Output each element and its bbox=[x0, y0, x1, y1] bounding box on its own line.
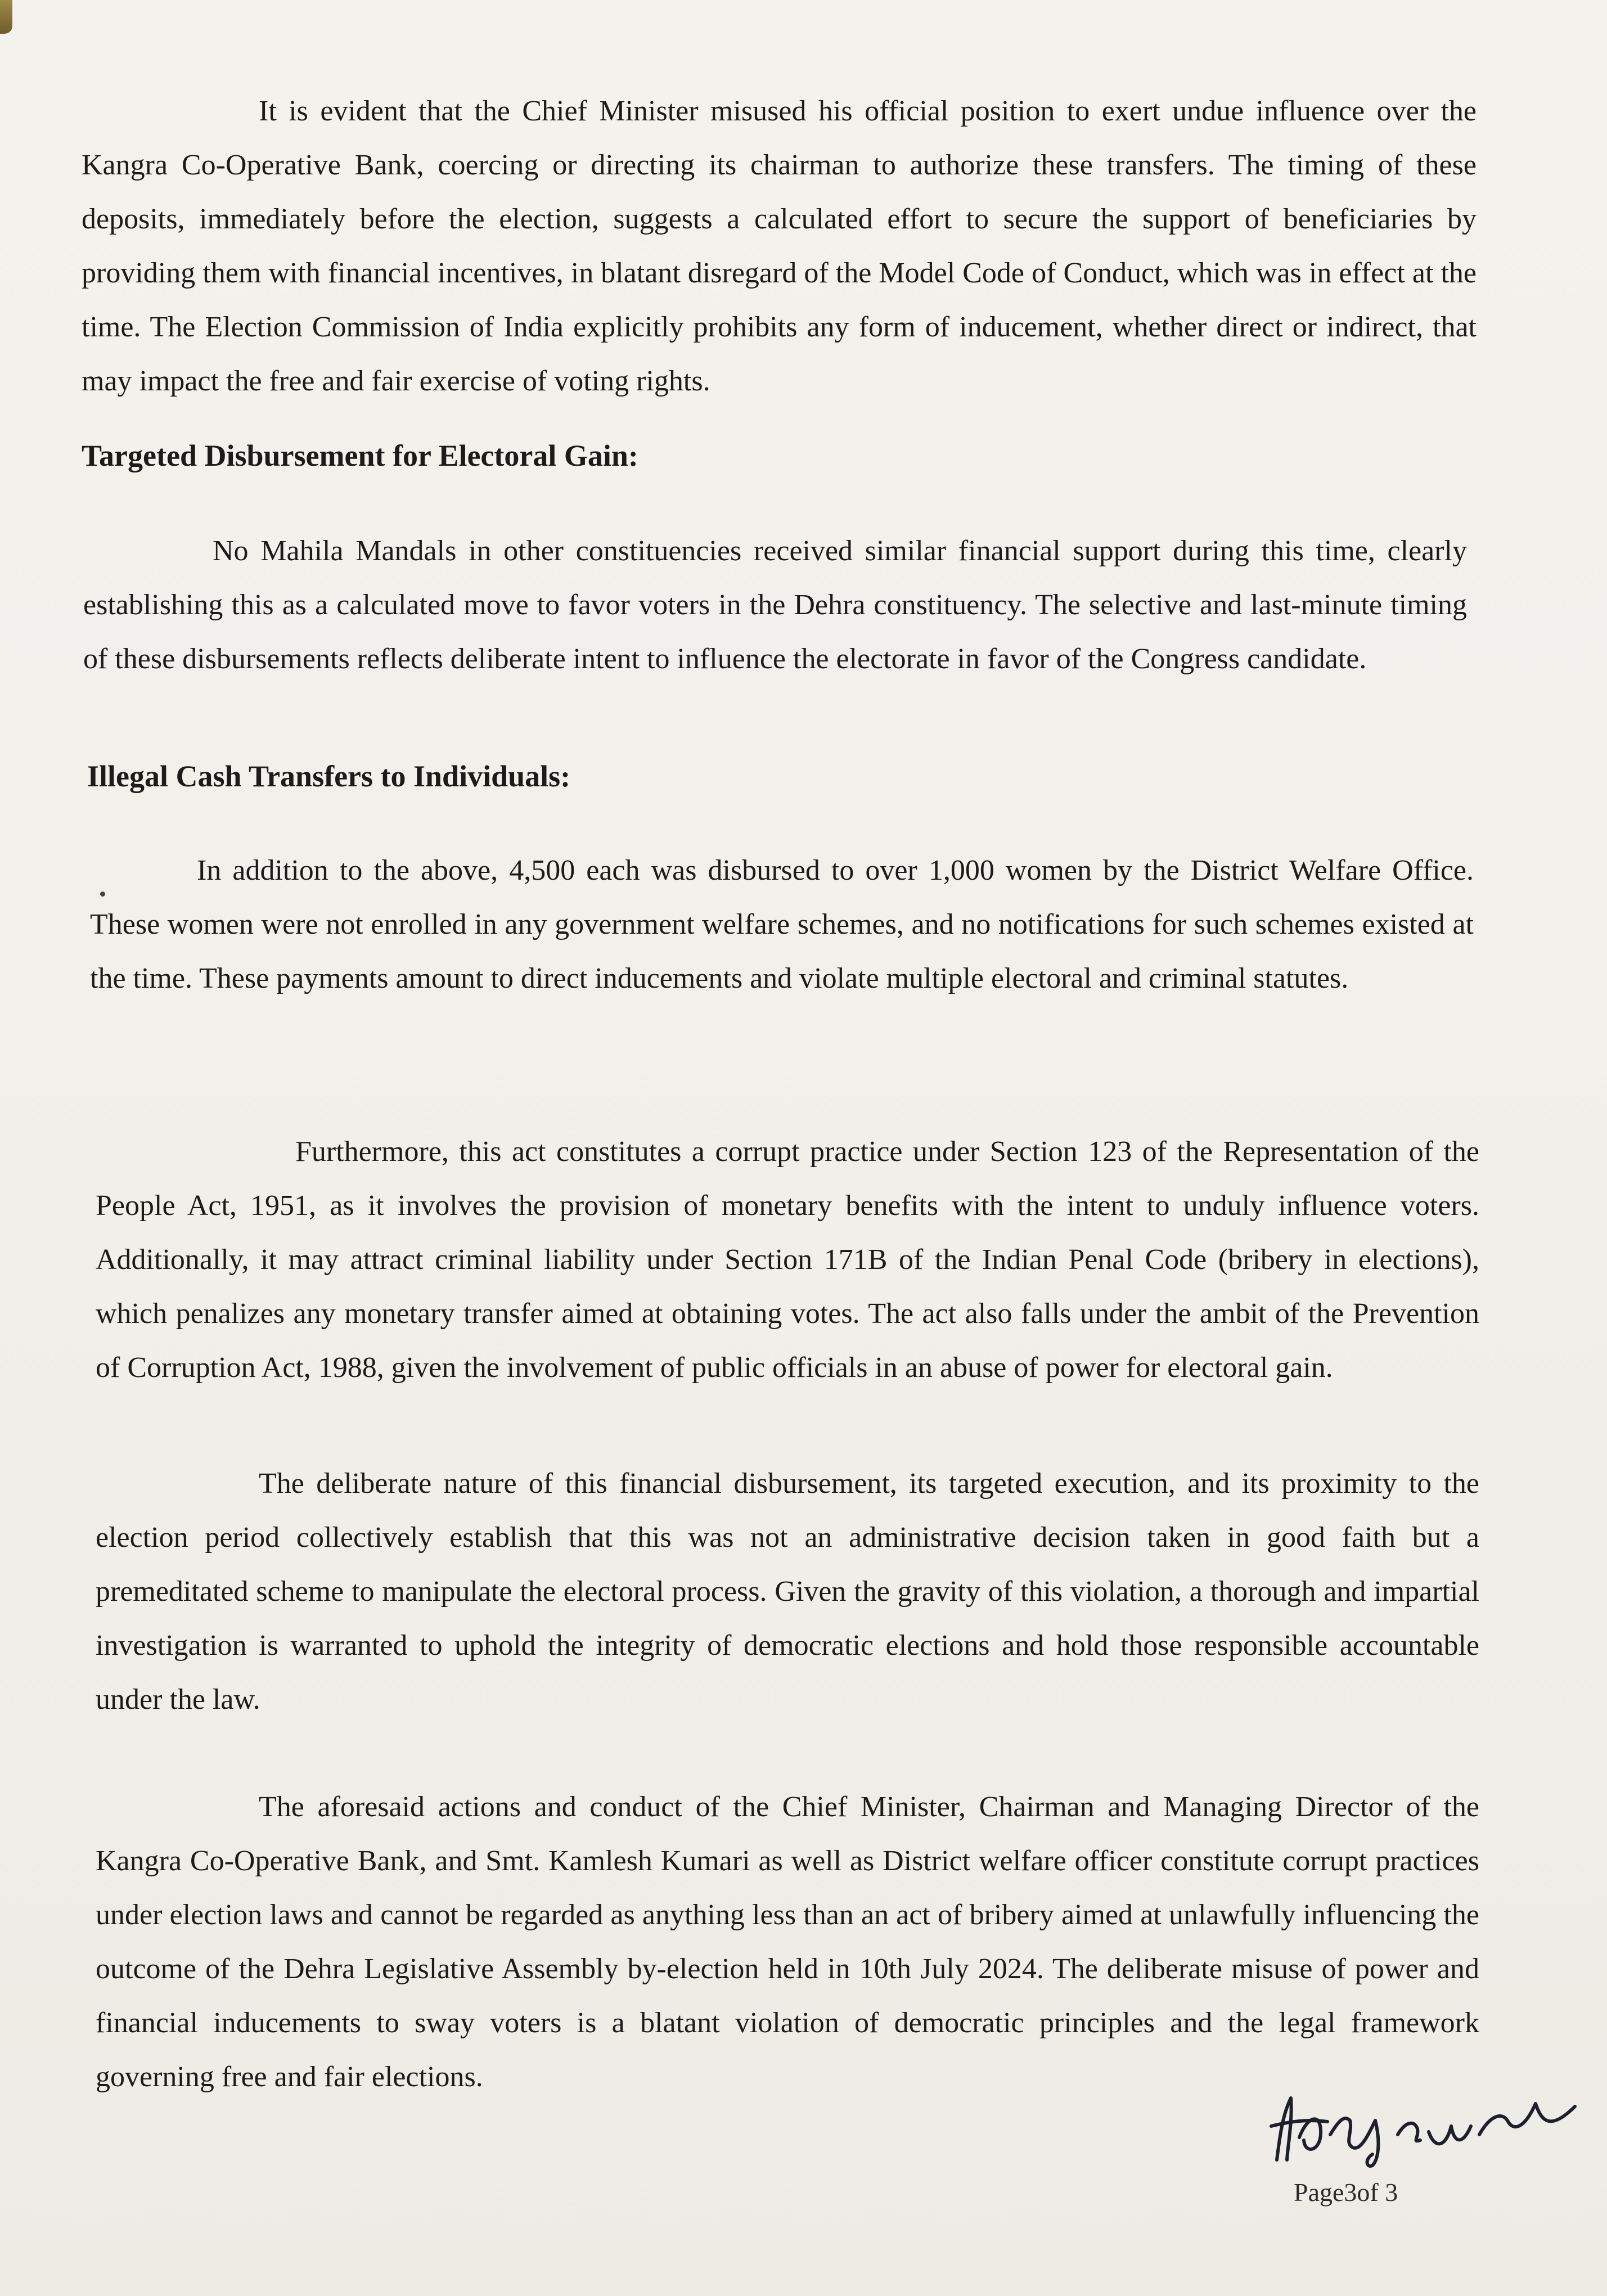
binding-corner-mark bbox=[0, 0, 12, 34]
paragraph-aforesaid-actions: The aforesaid actions and conduct of the Chief Minister, Chairman and Managing Director of the Kangra Co-Operative Bank, and Smt. Kamlesh Kumari as well as District welfare officer constitute corrupt practices under election laws and cannot be regarded as anything less than an act of bribery aimed at unlawfully influencing the outcome of the Dehra Legislative Assembly by-election held in 10th July 2024. The deliberate misuse of power and financial inducements to sway voters is a blatant violation of democratic principles and the legal framework governing free and fair elections. bbox=[96, 1791, 1479, 2093]
heading-targeted-disbursement: Targeted Disbursement for Electoral Gain: bbox=[82, 439, 638, 472]
paragraph-mahila-mandals: No Mahila Mandals in other constituencies received similar financial support during this time, clearly establishing this as a calculated move to favor voters in the Dehra constituency. The selective and last-minute timing of these disbursements reflects deliberate intent to influence the electorate in favor of the Congress candidate. bbox=[83, 535, 1467, 675]
handwritten-signature bbox=[1260, 2081, 1586, 2171]
page-number: Page3of 3 bbox=[1294, 2178, 1398, 2207]
paragraph-deliberate-nature: The deliberate nature of this financial disbursement, its targeted execution, and its proximity to the election period collectively establish that this was not an administrative decision taken in good faith but a premeditated scheme to manipulate the electoral process. Given the gravity of this violation, a thorough and impartial investigation is warranted to uphold the integrity of democratic elections and hold those responsible accountable under the law. bbox=[96, 1467, 1479, 1716]
paragraph-misuse-of-position: It is evident that the Chief Minister misused his official position to exert undue influence over the Kangra Co-Operative Bank, coercing or directing its chairman to authorize these transfers. The timing of these deposits, immediately before the election, suggests a calculated effort to secure the support of beneficiaries by providing them with financial incentives, in blatant disregard of the Model Code of Conduct, which was in effect at the time. The Election Commission of India explicitly prohibits any form of inducement, whether direct or indirect, that may impact the free and fair exercise of voting rights. bbox=[82, 95, 1477, 397]
paragraph-cash-to-women: In addition to the above, 4,500 each was disbursed to over 1,000 women by the District Welfare Office. These women were not enrolled in any government welfare schemes, and no notifications for such schemes existed at the time. These payments amount to direct inducements and violate multiple electoral and criminal statutes. bbox=[90, 854, 1474, 994]
heading-illegal-cash-transfers: Illegal Cash Transfers to Individuals: bbox=[87, 759, 571, 793]
paragraph-corrupt-practice-section-123: Furthermore, this act constitutes a corrupt practice under Section 123 of the Representation of the People Act, 1951, as it involves the provision of monetary benefits with the intent to unduly influence voters. Additionally, it may attract criminal liability under Section 171B of the Indian Penal Code (bribery in elections), which penalizes any monetary transfer aimed at obtaining votes. The act also falls under the ambit of the Prevention of Corruption Act, 1988, given the involvement of public officials in an abuse of power for electoral gain. bbox=[96, 1136, 1479, 1384]
